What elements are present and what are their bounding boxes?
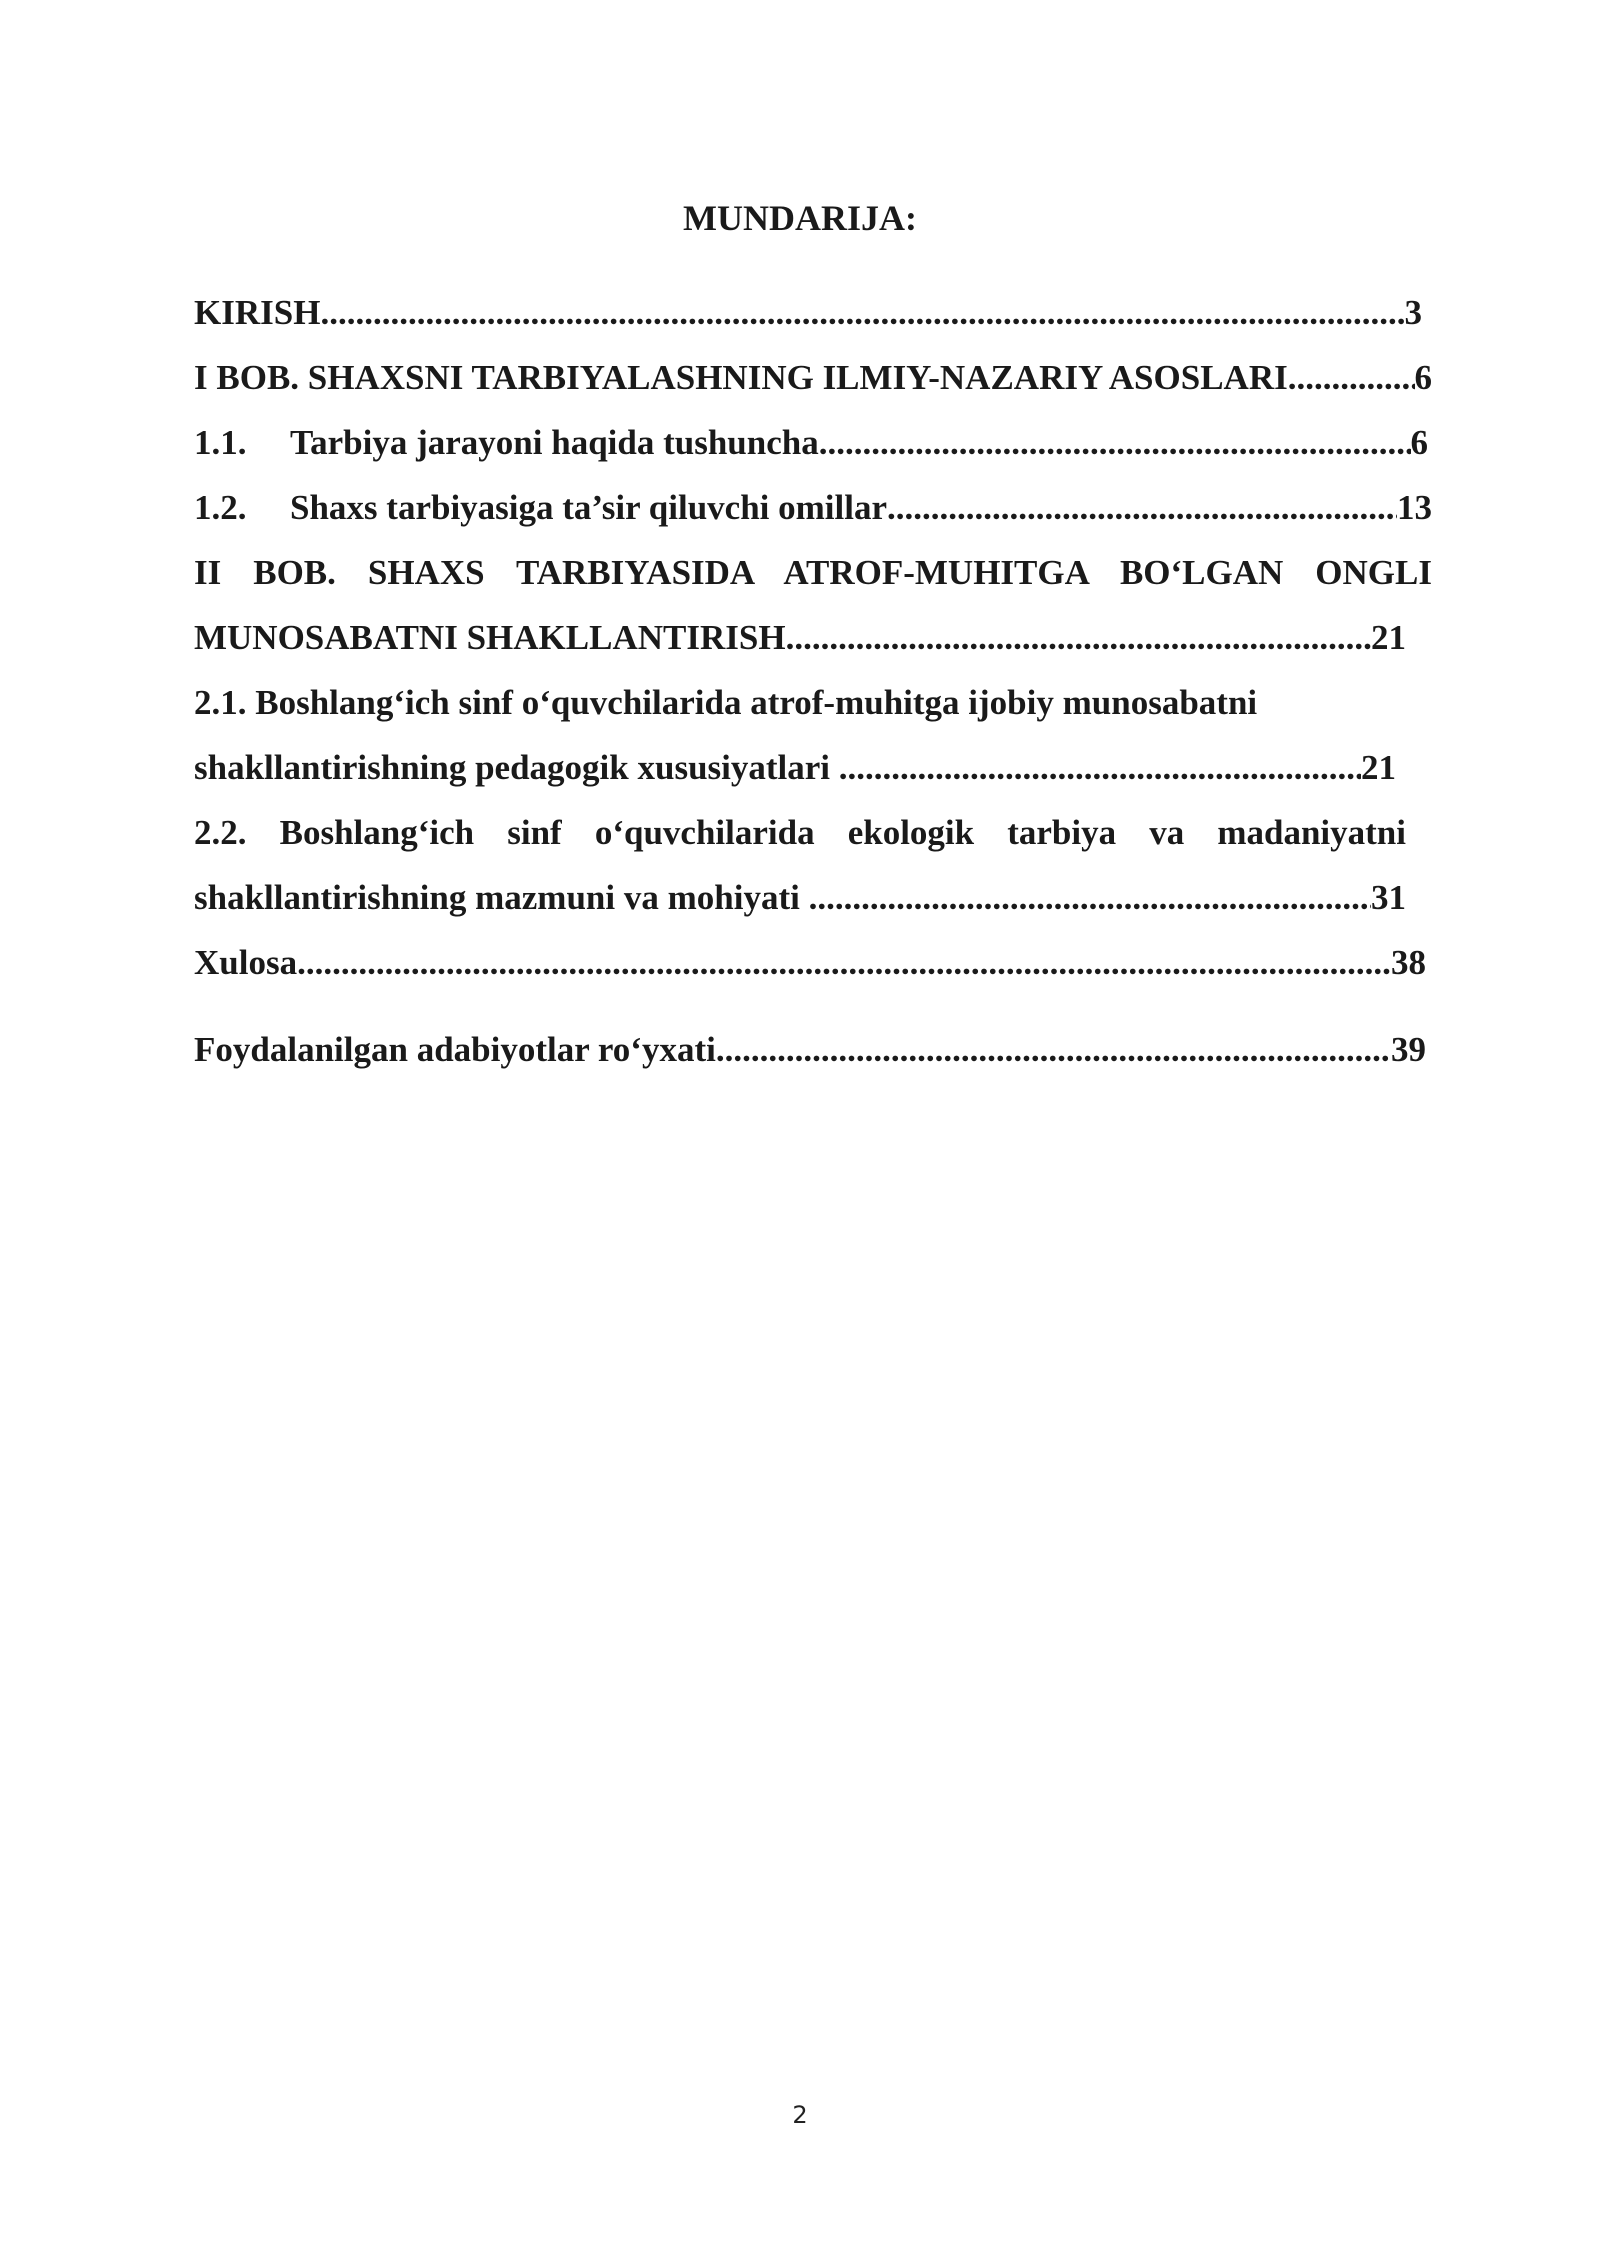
toc-entry-page: 3	[1404, 293, 1422, 332]
toc-entry-adabiyotlar[interactable]	[194, 1017, 1426, 1082]
toc-leader-dots	[716, 1017, 1391, 1082]
toc-entry-kirish[interactable]	[194, 280, 1422, 345]
toc-entry-label: shakllantirishning pedagogik xususiyatlari	[194, 748, 839, 787]
toc-entry-label: KIRISH	[194, 293, 321, 332]
toc-entry-2-2-line1[interactable]	[194, 800, 1406, 865]
toc-leader-dots	[819, 410, 1411, 475]
toc-spacer	[194, 995, 1434, 1017]
toc-entry-label: Shaxs tarbiyasiga ta’sir qiluvchi omillar	[290, 488, 887, 527]
table-of-contents	[194, 280, 1434, 1082]
toc-entry-number: 1.2.	[194, 488, 247, 527]
toc-entry-label: MUNOSABATNI SHAKLLANTIRISH	[194, 618, 786, 657]
toc-entry-2-2-line2[interactable]	[194, 865, 1406, 930]
toc-entry-bob1[interactable]	[194, 345, 1432, 410]
toc-entry-1-2[interactable]	[194, 475, 1432, 540]
toc-entry-label: Tarbiya jarayoni haqida tushuncha	[290, 423, 819, 462]
toc-entry-2-1-line1[interactable]	[194, 670, 1432, 735]
toc-entry-page: 6	[1414, 358, 1432, 397]
toc-entry-label: I BOB. SHAXSNI TARBIYALASHNING ILMIY-NAZARIY ASOSLARI	[194, 358, 1288, 397]
toc-entry-page: 13	[1397, 488, 1432, 527]
toc-entry-1-1[interactable]	[194, 410, 1428, 475]
toc-entry-page: 39	[1391, 1030, 1426, 1069]
toc-entry-page: 6	[1410, 423, 1428, 462]
toc-leader-dots	[839, 735, 1361, 800]
toc-entry-page: 21	[1361, 748, 1396, 787]
toc-entry-label: 2.1. Boshlang‘ich sinf o‘quvchilarida atrof-muhitga ijobiy munosabatni	[194, 683, 1258, 722]
toc-leader-dots	[320, 280, 1404, 345]
toc-leader-dots	[887, 475, 1397, 540]
page-number: 2	[792, 2101, 808, 2129]
toc-entry-xulosa[interactable]	[194, 930, 1426, 995]
toc-entry-page: 38	[1391, 943, 1426, 982]
toc-entry-page: 21	[1371, 618, 1406, 657]
toc-entry-label: II BOB. SHAXS TARBIYASIDA ATROF-MUHITGA BO‘LGAN ONGLI	[194, 553, 1432, 592]
toc-entry-label: shakllantirishning mazmuni va mohiyati	[194, 878, 809, 917]
toc-leader-dots	[809, 865, 1371, 930]
toc-entry-bob2-line2[interactable]	[194, 605, 1406, 670]
toc-entry-bob2-line1[interactable]	[194, 540, 1432, 605]
toc-leader-dots	[297, 930, 1391, 995]
toc-entry-label: 2.2. Boshlang‘ich sinf o‘quvchilarida ekologik tarbiya va madaniyatni	[194, 813, 1406, 852]
toc-entry-label: Foydalanilgan adabiyotlar ro‘yxati	[194, 1030, 716, 1069]
toc-entry-2-1-line2[interactable]	[194, 735, 1396, 800]
toc-entry-label: Xulosa	[194, 943, 298, 982]
toc-entry-page: 31	[1371, 878, 1406, 917]
toc-entry-number: 1.1.	[194, 423, 247, 462]
toc-leader-dots	[1288, 345, 1415, 410]
page-title: MUNDARIJA:	[683, 198, 917, 238]
toc-leader-dots	[786, 605, 1371, 670]
